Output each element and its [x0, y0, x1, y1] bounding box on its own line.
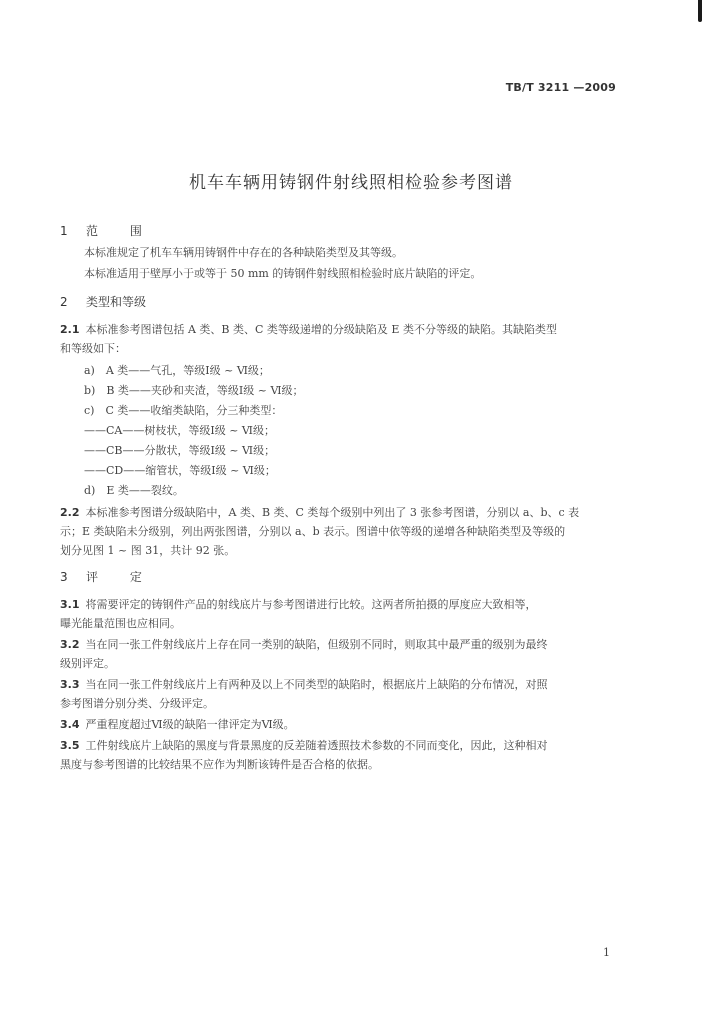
list-item-d: d) E 类——裂纹。 [84, 484, 184, 497]
scan-corner-mark [698, 0, 702, 22]
clause-2-1-line-2: 和等级如下： [60, 342, 126, 355]
list-item-c: c) C 类——收缩类缺陷，分三种类型： [84, 404, 283, 417]
clause-3-4-text-1: 严重程度超过Ⅵ级的缺陷一律评定为Ⅵ级。 [85, 718, 295, 731]
list-subitem-ca: ——CA——树枝状，等级Ⅰ级 ~ Ⅵ级； [84, 424, 275, 437]
section-1-paragraph-1: 本标准规定了机车车辆用铸钢件中存在的各种缺陷类型及其等级。 [84, 246, 403, 259]
clause-3-2-text-1: 当在同一张工件射线底片上存在同一类别的缺陷，但级别不同时，则取其中最严重的级别为最终 [85, 638, 548, 651]
section-1-paragraph-2: 本标准适用于壁厚小于或等于 50 mm 的铸钢件射线照相检验时底片缺陷的评定。 [84, 267, 482, 280]
clause-3-1-text-1: 将需要评定的铸钢件产品的射线底片与参考图谱进行比较。这两者所拍摄的厚度应大致相等， [85, 598, 537, 611]
clause-3-5-number: 3.5 [60, 739, 80, 752]
clause-3-2-number: 3.2 [60, 638, 80, 651]
section-2-heading [60, 293, 146, 310]
clause-3-5-line-1 [60, 738, 548, 754]
clause-2-2-line-2: 示；E 类缺陷未分级别，列出两张图谱，分别以 a、b 表示。图谱中依等级的递增各种缺陷类型及等级的 [60, 525, 566, 538]
list-subitem-cd: ——CD——缩管状，等级Ⅰ级 ~ Ⅵ级； [84, 464, 276, 477]
section-1-heading [60, 222, 156, 239]
list-item-a: a) A 类——气孔，等级Ⅰ级 ~ Ⅵ级； [84, 364, 270, 377]
list-subitem-cb: ——CB——分散状，等级Ⅰ级 ~ Ⅵ级； [84, 444, 276, 457]
clause-3-2-line-2: 级别评定。 [60, 657, 115, 670]
clause-2-2-text-1: 本标准参考图谱分级缺陷中，A 类、B 类、C 类每个级别中列出了 3 张参考图谱，分别以 a、b、c 表 [85, 506, 580, 519]
clause-3-4-number: 3.4 [60, 718, 80, 731]
section-3-heading [60, 568, 156, 585]
clause-2-1-number: 2.1 [60, 323, 80, 336]
clause-2-1-text-1: 本标准参考图谱包括 A 类、B 类、C 类等级递增的分级缺陷及 E 类不分等级的缺陷。其缺陷类型 [85, 323, 557, 336]
section-3-title: 评 定 [86, 570, 156, 584]
clause-3-1-number: 3.1 [60, 598, 80, 611]
clause-3-1-line-2: 曝光能量范围也应相同。 [60, 617, 181, 630]
clause-3-3-line-2: 参考图谱分别分类、分级评定。 [60, 697, 214, 710]
clause-3-3-number: 3.3 [60, 678, 80, 691]
clause-2-2-number: 2.2 [60, 506, 80, 519]
clause-2-1-line-1 [60, 322, 557, 338]
clause-3-5-line-2: 黑度与参考图谱的比较结果不应作为判断该铸件是否合格的依据。 [60, 758, 379, 771]
clause-2-2-line-1 [60, 505, 579, 521]
section-2-number: 2 [60, 295, 68, 309]
page-number: 1 [603, 946, 610, 959]
clause-3-1-line-1 [60, 597, 537, 613]
clause-3-4-line-1 [60, 717, 295, 733]
document-title: 机车车辆用铸钢件射线照相检验参考图谱 [189, 173, 513, 193]
section-3-number: 3 [60, 570, 68, 584]
clause-3-3-line-1 [60, 677, 548, 693]
section-1-title: 范 围 [86, 224, 156, 238]
list-item-b: b) B 类——夹砂和夹渣，等级Ⅰ级 ~ Ⅵ级； [84, 384, 304, 397]
clause-3-5-text-1: 工件射线底片上缺陷的黑度与背景黑度的反差随着透照技术参数的不同而变化，因此，这种相对 [85, 739, 548, 752]
clause-3-2-line-1 [60, 637, 548, 653]
clause-2-2-line-3: 划分见图 1 ~ 图 31，共计 92 张。 [60, 544, 236, 557]
section-2-title: 类型和等级 [86, 295, 147, 309]
clause-3-3-text-1: 当在同一张工件射线底片上有两种及以上不同类型的缺陷时，根据底片上缺陷的分布情况，对照 [85, 678, 548, 691]
standard-number-header: TB/T 3211 —2009 [505, 81, 616, 94]
section-1-number: 1 [60, 224, 68, 238]
